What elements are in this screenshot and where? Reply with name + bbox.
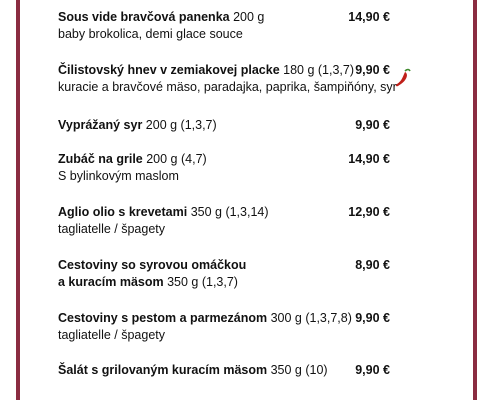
- menu-item-description: baby brokolica, demi glace souce: [58, 27, 243, 41]
- menu-item-title: Zubáč na grile 200 g (4,7): [58, 152, 207, 166]
- menu-item-price: 9,90 €: [355, 311, 390, 325]
- menu-item-title: Sous vide bravčová panenka 200 g: [58, 10, 265, 24]
- menu-item-description: kuracie a bravčové mäso, paradajka, paprika, šampiňóny, syr: [58, 80, 397, 94]
- menu-item-title: Čilistovský hnev v zemiakovej placke 180 g (1,3,7): [58, 63, 355, 77]
- menu-item-title-continued: a kuracím mäsom 350 g (1,3,7): [58, 275, 238, 289]
- menu-item-title: Vyprážaný syr 200 g (1,3,7): [58, 118, 217, 132]
- left-border-stripe: [16, 0, 20, 400]
- menu-item-description: tagliatelle / špagety: [58, 222, 166, 236]
- menu-item-price: 9,90 €: [355, 118, 390, 132]
- menu-item-price: 9,90 €: [355, 63, 390, 77]
- right-border-stripe: [473, 0, 477, 400]
- menu-item-title: Šalát s grilovaným kuracím mäsom 350 g (10): [58, 363, 328, 377]
- menu-item-price: 12,90 €: [348, 205, 390, 219]
- menu-item-title: Cestoviny s pestom a parmezánom 300 g (1,3,7,8): [58, 311, 352, 325]
- menu-item-title: Aglio olio s krevetami 350 g (1,3,14): [58, 205, 269, 219]
- menu-item-description: S bylinkovým maslom: [58, 169, 179, 183]
- chili-pepper-icon: [395, 68, 411, 88]
- menu-item-price: 9,90 €: [355, 363, 390, 377]
- menu-item-title: Cestoviny so syrovou omáčkou: [58, 258, 247, 272]
- menu-item-price: 14,90 €: [348, 152, 390, 166]
- menu-item-price: 14,90 €: [348, 10, 390, 24]
- menu-item-price: 8,90 €: [355, 258, 390, 272]
- menu-item-description: tagliatelle / špagety: [58, 328, 166, 342]
